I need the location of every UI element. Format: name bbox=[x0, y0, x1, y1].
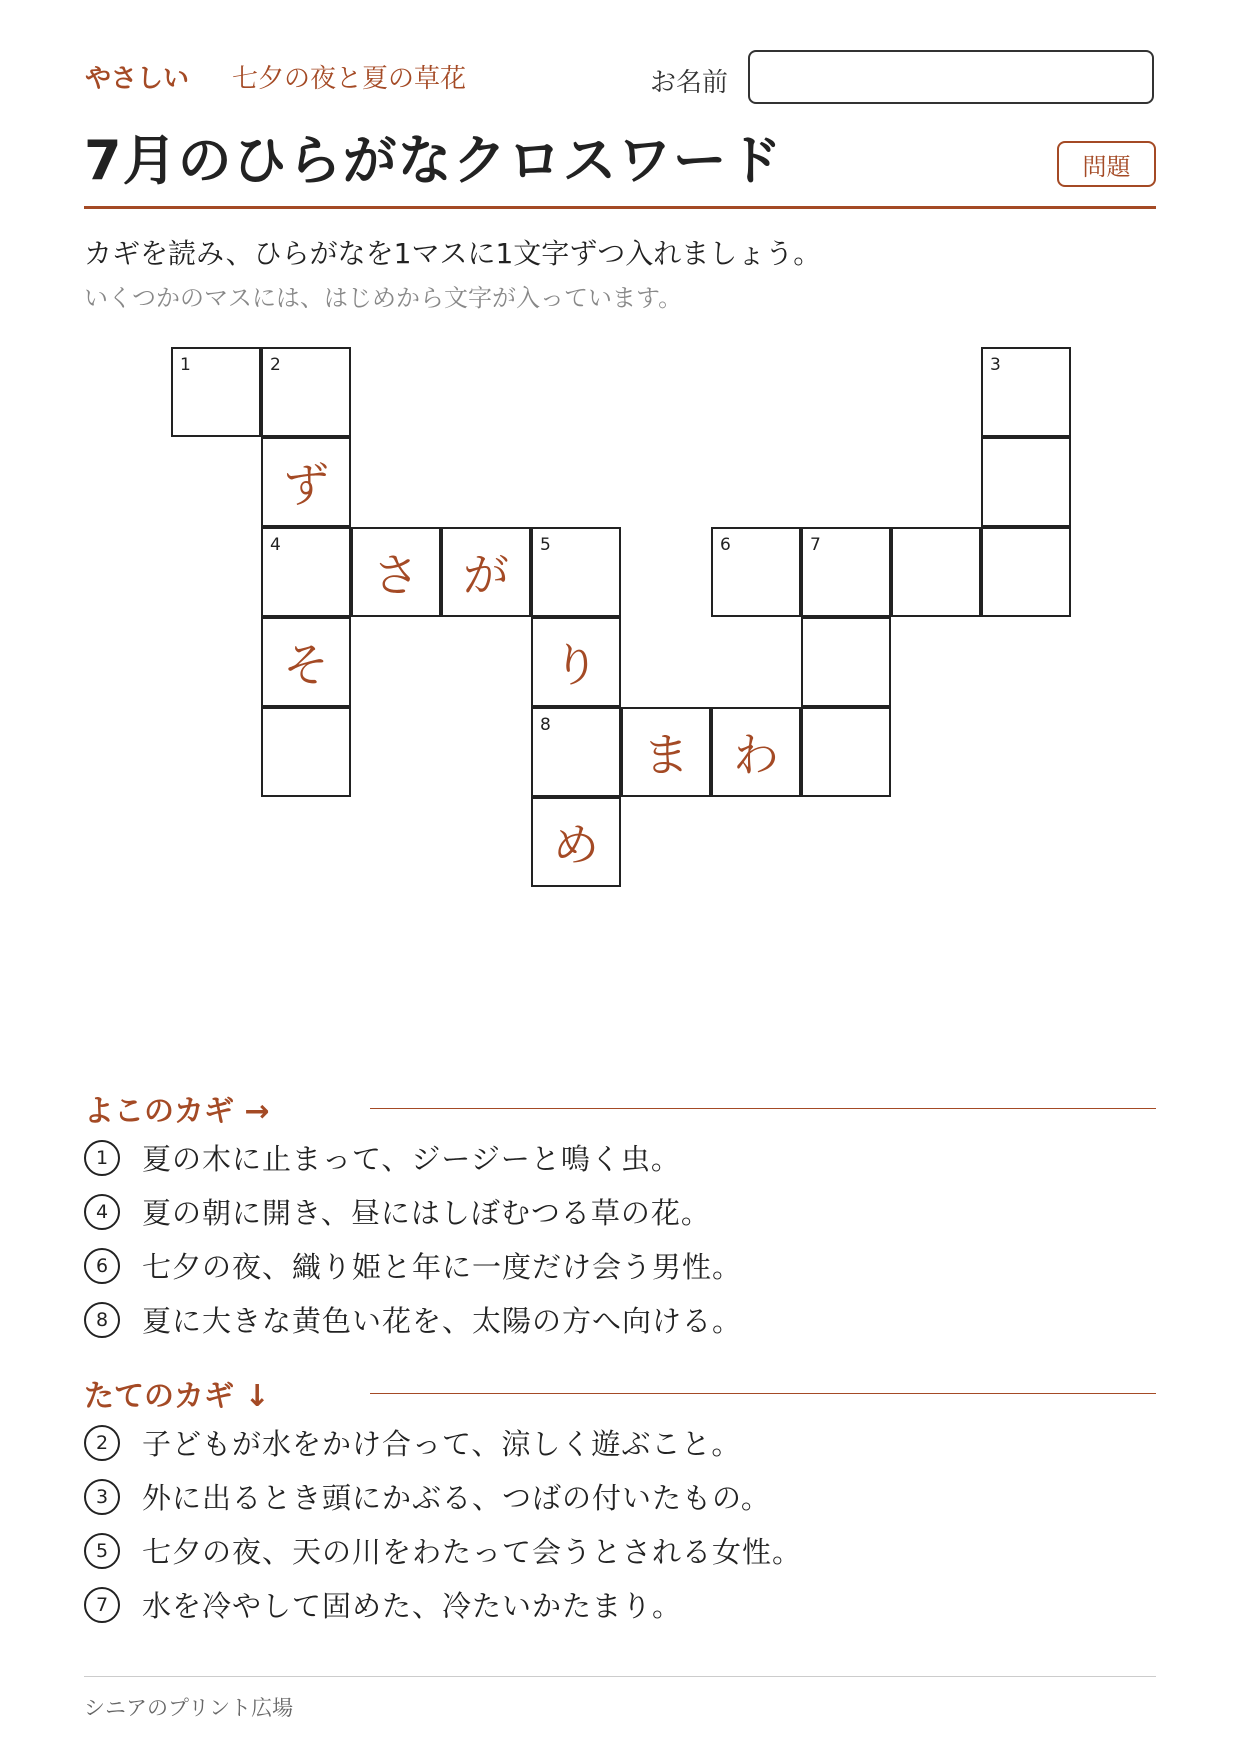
grid-cell[interactable] bbox=[801, 707, 891, 797]
clue-number: 2 bbox=[84, 1425, 120, 1461]
across-clue bbox=[84, 1191, 711, 1232]
clue-number: 8 bbox=[84, 1302, 120, 1338]
grid-cell[interactable] bbox=[801, 527, 891, 617]
cell-number: 6 bbox=[720, 535, 731, 555]
cell-number: 8 bbox=[540, 715, 551, 735]
clue-number: 3 bbox=[84, 1479, 120, 1515]
grid-cell[interactable] bbox=[981, 437, 1071, 527]
grid-cell[interactable] bbox=[531, 797, 621, 887]
clue-text: 夏に大きな黄色い花を、太陽の方へ向ける。 bbox=[142, 1304, 743, 1338]
instructions-sub: いくつかのマスには、はじめから文字が入っています。 bbox=[84, 284, 683, 312]
clue-text: 夏の木に止まって、ジージーと鳴く虫。 bbox=[142, 1142, 681, 1176]
theme-label: 七夕の夜と夏の草花 bbox=[232, 64, 467, 94]
page-title: 7月のひらがなクロスワード bbox=[84, 129, 783, 192]
title-divider bbox=[84, 206, 1156, 209]
clue-number: 1 bbox=[84, 1140, 120, 1176]
clue-number: 7 bbox=[84, 1587, 120, 1623]
grid-cell[interactable] bbox=[261, 347, 351, 437]
grid-cell[interactable] bbox=[531, 617, 621, 707]
cell-given-char: り bbox=[553, 638, 599, 692]
clue-number: 4 bbox=[84, 1194, 120, 1230]
down-divider bbox=[370, 1393, 1156, 1394]
across-divider bbox=[370, 1108, 1156, 1109]
clue-text: 水を冷やして固めた、冷たいかたまり。 bbox=[142, 1589, 683, 1623]
grid-cell[interactable] bbox=[531, 527, 621, 617]
cell-number: 1 bbox=[180, 355, 191, 375]
grid-cell[interactable] bbox=[261, 707, 351, 797]
clue-text: 外に出るとき頭にかぶる、つばの付いたもの。 bbox=[142, 1481, 771, 1515]
grid-cell[interactable] bbox=[351, 527, 441, 617]
name-label: お名前 bbox=[650, 68, 729, 98]
clue-number: 6 bbox=[84, 1248, 120, 1284]
grid-cell[interactable] bbox=[981, 347, 1071, 437]
cell-given-char: ま bbox=[643, 728, 689, 782]
down-clue bbox=[84, 1530, 802, 1571]
down-heading: たてのカギ ↓ bbox=[84, 1379, 270, 1414]
across-clue bbox=[84, 1299, 742, 1340]
cell-given-char: め bbox=[553, 818, 599, 872]
cell-number: 2 bbox=[270, 355, 281, 375]
grid-cell[interactable] bbox=[621, 707, 711, 797]
cell-given-char: ず bbox=[283, 458, 329, 512]
clue-text: 夏の朝に開き、昼にはしぼむつる草の花。 bbox=[142, 1196, 711, 1230]
name-field[interactable] bbox=[748, 50, 1154, 104]
cell-number: 5 bbox=[540, 535, 551, 555]
grid-cell[interactable] bbox=[711, 707, 801, 797]
footer-text: シニアのプリント広場 bbox=[84, 1696, 294, 1720]
grid-cell[interactable] bbox=[801, 617, 891, 707]
cell-number: 4 bbox=[270, 535, 281, 555]
across-heading: よこのカギ → bbox=[84, 1094, 270, 1129]
difficulty-label: やさしい bbox=[85, 64, 190, 94]
problem-badge: 問題 bbox=[1057, 141, 1156, 187]
clue-number: 5 bbox=[84, 1533, 120, 1569]
down-clue bbox=[84, 1584, 682, 1625]
clue-text: 七夕の夜、織り姫と年に一度だけ会う男性。 bbox=[142, 1250, 743, 1284]
crossword-grid bbox=[172, 348, 1072, 888]
cell-number: 3 bbox=[990, 355, 1001, 375]
clue-text: 子どもが水をかけ合って、涼しく遊ぶこと。 bbox=[142, 1427, 742, 1461]
clue-text: 七夕の夜、天の川をわたって会うとされる女性。 bbox=[142, 1535, 803, 1569]
grid-cell[interactable] bbox=[711, 527, 801, 617]
instructions-main: カギを読み、ひらがなを1マスに1文字ずつ入れましょう。 bbox=[84, 237, 822, 270]
cell-given-char: が bbox=[463, 548, 509, 602]
grid-cell[interactable] bbox=[171, 347, 261, 437]
grid-cell[interactable] bbox=[981, 527, 1071, 617]
grid-cell[interactable] bbox=[441, 527, 531, 617]
grid-cell[interactable] bbox=[531, 707, 621, 797]
cell-given-char: わ bbox=[733, 728, 779, 782]
down-clue bbox=[84, 1422, 741, 1463]
across-clue bbox=[84, 1137, 681, 1178]
across-clue bbox=[84, 1245, 742, 1286]
grid-cell[interactable] bbox=[261, 617, 351, 707]
down-clue bbox=[84, 1476, 771, 1517]
grid-cell[interactable] bbox=[261, 527, 351, 617]
cell-number: 7 bbox=[810, 535, 821, 555]
grid-cell[interactable] bbox=[891, 527, 981, 617]
cell-given-char: そ bbox=[283, 638, 329, 692]
cell-given-char: さ bbox=[373, 548, 419, 602]
grid-cell[interactable] bbox=[261, 437, 351, 527]
footer-divider bbox=[84, 1676, 1156, 1677]
